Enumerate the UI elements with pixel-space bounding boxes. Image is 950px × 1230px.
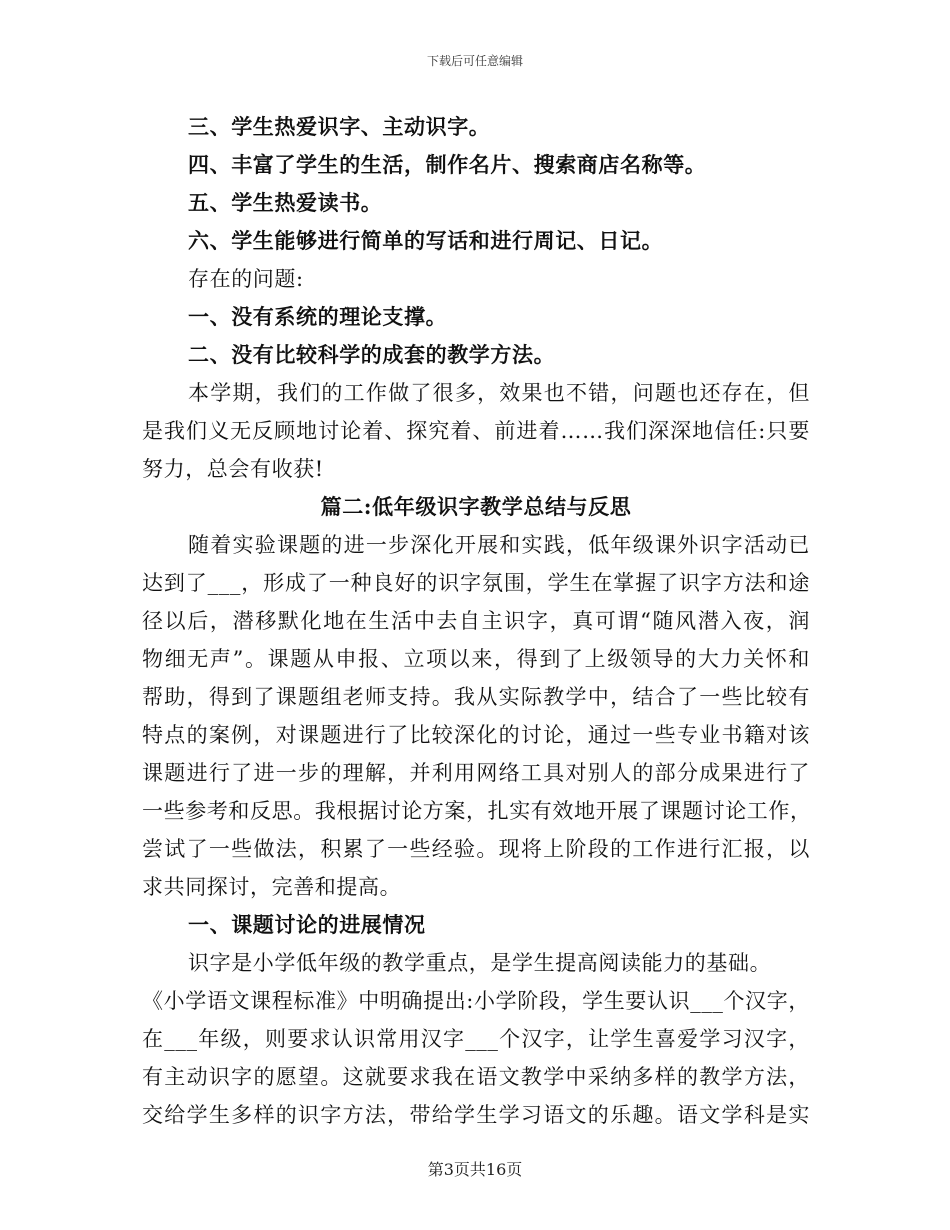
text-line: 识字是小学低年级的教学重点，是学生提高阅读能力的基础。: [188, 951, 772, 975]
text-line: 径以后，潜移默化地在生活中去自主识字，真可谓“随风潜入夜，润: [142, 609, 810, 633]
document-body: [142, 108, 810, 1134]
text-line: 《小学语文课程标准》中明确提出:小学阶段，学生要认识___个汉字，: [142, 989, 810, 1013]
text-line: 特点的案例，对课题进行了比较深化的讨论，通过一些专业书籍对该: [142, 723, 810, 747]
text-line: 四、丰富了学生的生活，制作名片、搜索商店名称等。: [188, 152, 707, 177]
text-line: 存在的问题:: [188, 267, 304, 291]
text-line: 六、学生能够进行简单的写话和进行周记、日记。: [188, 228, 664, 253]
text-line: 尝试了一些做法，积累了一些经验。现将上阶段的工作进行汇报，以: [142, 837, 810, 861]
page-header: 下载后可任意编辑: [426, 54, 523, 68]
text-line: 达到了___，形成了一种良好的识字氛围，学生在掌握了识字方法和途: [142, 571, 810, 595]
text-line: 一些参考和反思。我根据讨论方案，扎实有效地开展了课题讨论工作，: [142, 799, 812, 823]
text-line: 有主动识字的愿望。这就要求我在语文教学中采纳多样的教学方法，: [142, 1065, 810, 1089]
text-line: 求共同探讨，完善和提高。: [142, 875, 402, 899]
text-line: 随着实验课题的进一步深化开展和实践，低年级课外识字活动已: [188, 533, 810, 557]
page-footer: 第3页共16页: [427, 1160, 523, 1179]
text-line: 物细无声”。课题从申报、立项以来，得到了上级领导的大力关怀和: [142, 647, 810, 671]
text-line: 课题进行了进一步的理解，并利用网络工具对别人的部分成果进行了: [142, 761, 810, 785]
text-line: 二、没有比较科学的成套的教学方法。: [188, 342, 556, 367]
text-line: 帮助，得到了课题组老师支持。我从实际教学中，结合了一些比较有: [142, 685, 810, 709]
text-line: 一、没有系统的理论支撑。: [188, 304, 448, 329]
text-line: 是我们义无反顾地讨论着、探究着、前进着……我们深深地信任:只要: [142, 419, 810, 443]
text-line: 努力，总会有收获!: [142, 457, 324, 481]
text-line: 交给学生多样的识字方法，带给学生学习语文的乐趣。语文学科是实: [142, 1103, 810, 1127]
text-line: 三、学生热爱识字、主动识字。: [188, 114, 491, 139]
text-line: 五、学生热爱读书。: [188, 190, 383, 215]
text-line: 在___年级，则要求认识常用汉字___个汉字，让学生喜爱学习汉字，: [142, 1027, 810, 1051]
subsection-title: 一、课题讨论的进展情况: [188, 912, 426, 937]
text-line: 本学期，我们的工作做了很多，效果也不错，问题也还存在，但: [188, 381, 810, 405]
section-title: 篇二:低年级识字教学总结与反思: [320, 494, 632, 519]
